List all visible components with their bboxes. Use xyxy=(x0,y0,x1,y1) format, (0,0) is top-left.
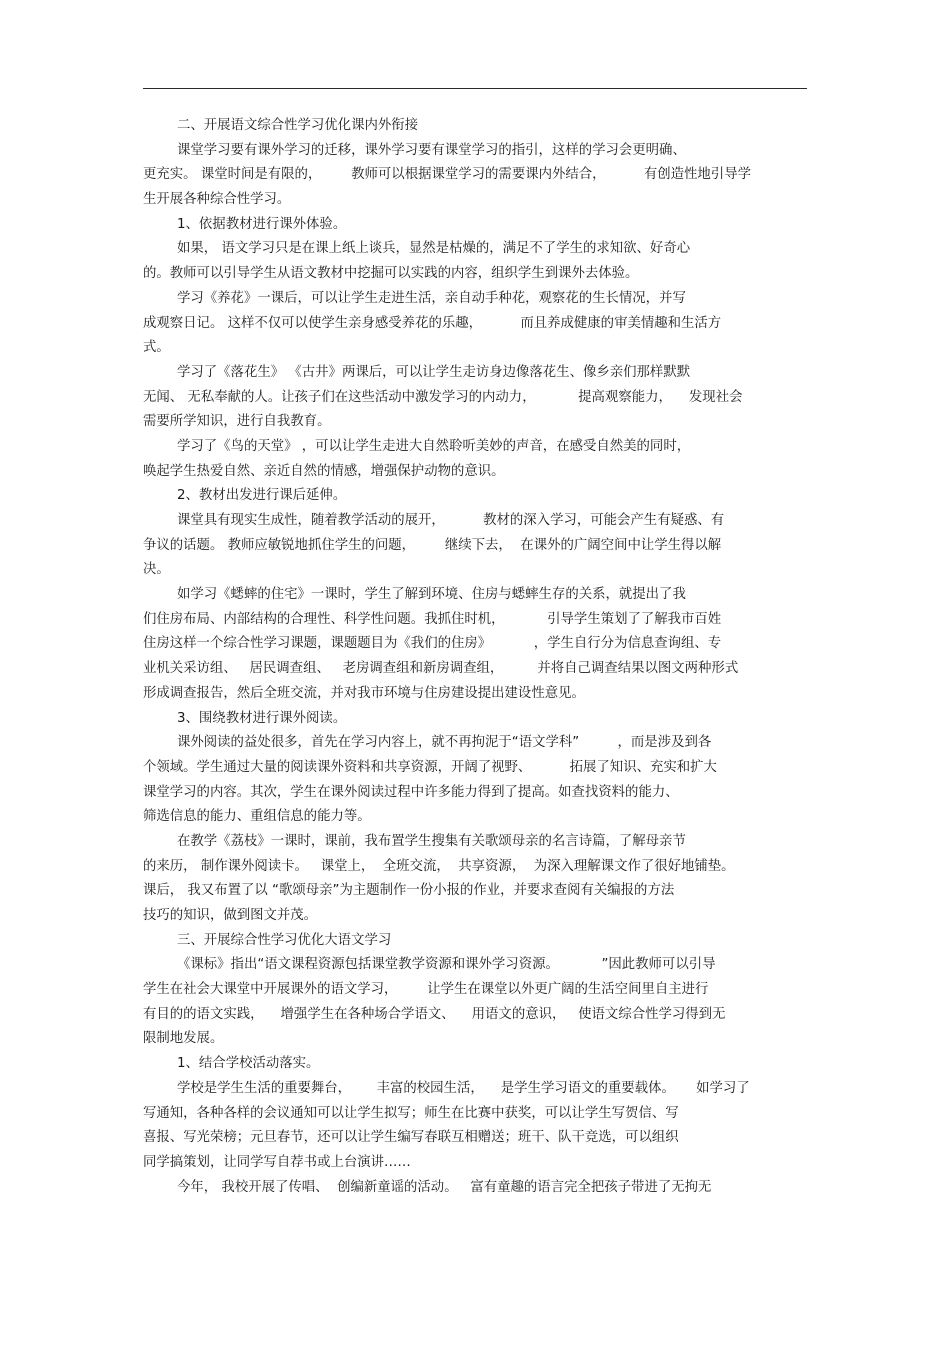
text-line: 课堂学习的内容。其次，学生在课外阅读过程中许多能力得到了提高。如查找资料的能力、 xyxy=(143,784,679,800)
text-line: 生开展各种综合性学习。 xyxy=(143,192,291,208)
text-line: 同学搞策划，让同学写自荐书或上台演讲…… xyxy=(143,1154,411,1170)
text-line: 争议的话题。 教师应敏锐地抓住学生的问题， 继续下去， 在课外的广阔空间中让学生得以解 xyxy=(143,537,722,553)
article-body xyxy=(143,114,807,1200)
text-line: 2、教材出发进行课后延伸。 xyxy=(177,488,347,504)
text-line: 有目的的语文实践， 增强学生在各种场合学语文、 用语文的意识， 使语文综合性学习得到无 xyxy=(143,1006,726,1022)
text-line: 需要所学知识，进行自我教育。 xyxy=(143,414,331,430)
text-line: 课后， 我又布置了以 “歌颂母亲”为主题制作一份小报的作业，并要求查阅有关编报的方法 xyxy=(143,883,675,899)
text-line: 的来历， 制作课外阅读卡。 课堂上， 全班交流， 共享资源， 为深入理解课文作了很好地铺垫。 xyxy=(143,858,735,874)
text-line: 技巧的知识，做到图文并茂。 xyxy=(143,908,318,923)
text-line: 限制地发展。 xyxy=(143,1031,224,1047)
text-line: 形成调查报告，然后全班交流，并对我市环境与住房建设提出建设性意见。 xyxy=(143,685,585,701)
text-line: 今年， 我校开展了传唱、 创编新童谣的活动。 富有童趣的语言完全把孩子带进了无拘无 xyxy=(177,1179,712,1195)
text-line: 更充实。 课堂时间是有限的， 教师可以根据课堂学习的需要课内外结合， 有创造性地引导学 xyxy=(143,167,751,183)
text-line: 学校是学生生活的重要舞台， 丰富的校园生活， 是学生学习语文的重要载体。 如学习了 xyxy=(177,1080,750,1096)
text-line: 学生在社会大课堂中开展课外的语文学习， 让学生在课堂以外更广阔的生活空间里自主进行 xyxy=(143,982,709,998)
text-line: 课外阅读的益处很多，首先在学习内容上，就不再拘泥于“语文学科” ，而是涉及到各 xyxy=(177,735,712,751)
text-line: 个领域。学生通过大量的阅读课外资料和共享资源，开阔了视野、 拓展了知识、充实和扩大 xyxy=(143,759,717,775)
text-line: 业机关采访组、 居民调查组、 老房调查组和新房调查组， 并将自己调查结果以图文两种形式 xyxy=(143,661,739,677)
text-line: 如果， 语文学习只是在课上纸上谈兵，显然是枯燥的，满足不了学生的求知欲、好奇心 xyxy=(177,241,691,257)
text-line: 二、开展语文综合性学习优化课内外衔接 xyxy=(177,118,419,133)
text-line: 无闻、 无私奉献的人。让孩子们在这些活动中激发学习的内动力， 提高观察能力， 发现社会 xyxy=(143,389,743,405)
text-line: 3、围绕教材进行课外阅读。 xyxy=(177,710,347,726)
text-line: 唤起学生热爱自然、亲近自然的情感，增强保护动物的意识。 xyxy=(143,463,505,479)
text-line: 写通知，各种各样的会议通知可以让学生拟写；师生在比赛中获奖，可以让学生写贺信、写 xyxy=(143,1105,679,1121)
text-line: 学习了《鸟的天堂》 ，可以让学生走进大自然聆听美妙的声音，在感受自然美的同时， xyxy=(177,438,691,454)
text-line: 《课标》指出“语文课程资源包括课堂教学资源和课外学习资源。 ”因此教师可以引导 xyxy=(177,957,716,973)
text-line: 课堂具有现实生成性，随着教学活动的展开， 教材的深入学习，可能会产生有疑惑、有 xyxy=(177,513,725,528)
header-rule xyxy=(143,88,807,89)
text-line: 住房这样一个综合性学习课题，课题题目为《我们的住房》 ，学生自行分为信息查询组、专 xyxy=(143,636,722,652)
text-line: 1、结合学校活动落实。 xyxy=(177,1056,320,1072)
text-line: 们住房布局、内部结构的合理性、科学性问题。我抓住时机， 引导学生策划了了解我市百姓 xyxy=(143,611,722,627)
text-line: 的。教师可以引导学生从语文教材中挖掘可以实践的内容，组织学生到课外去体验。 xyxy=(143,266,639,282)
text-line: 学习了《落花生》 《古井》两课后，可以让学生走访身边像落花生、像乡亲们那样默默 xyxy=(177,364,691,380)
text-line: 在教学《荔枝》一课时，课前，我布置学生搜集有关歌颂母亲的名言诗篇，了解母亲节 xyxy=(177,833,686,849)
text-line: 喜报、写光荣榜；元旦春节，还可以让学生编写春联互相赠送；班干、队干竞选，可以组织 xyxy=(143,1130,679,1146)
text-line: 1、依据教材进行课外体验。 xyxy=(177,216,347,232)
text-line: 学习《养花》一课后，可以让学生走进生活，亲自动手种花，观察花的生长情况，并写 xyxy=(177,290,686,306)
text-line: 式。 xyxy=(143,340,170,356)
text-line: 决。 xyxy=(143,562,170,578)
text-line: 成观察日记。 这样不仅可以使学生亲身感受养花的乐趣， 而且养成健康的审美情趣和生活方 xyxy=(143,315,722,331)
text-line: 课堂学习要有课外学习的迁移，课外学习要有课堂学习的指引，这样的学习会更明确、 xyxy=(177,142,686,158)
text-line: 如学习《蟋蟀的住宅》一课时，学生了解到环境、住房与蟋蟀生存的关系，就提出了我 xyxy=(177,587,686,603)
text-line: 三、开展综合性学习优化大语文学习 xyxy=(177,932,392,948)
text-line: 筛选信息的能力、重组信息的能力等。 xyxy=(143,809,371,825)
